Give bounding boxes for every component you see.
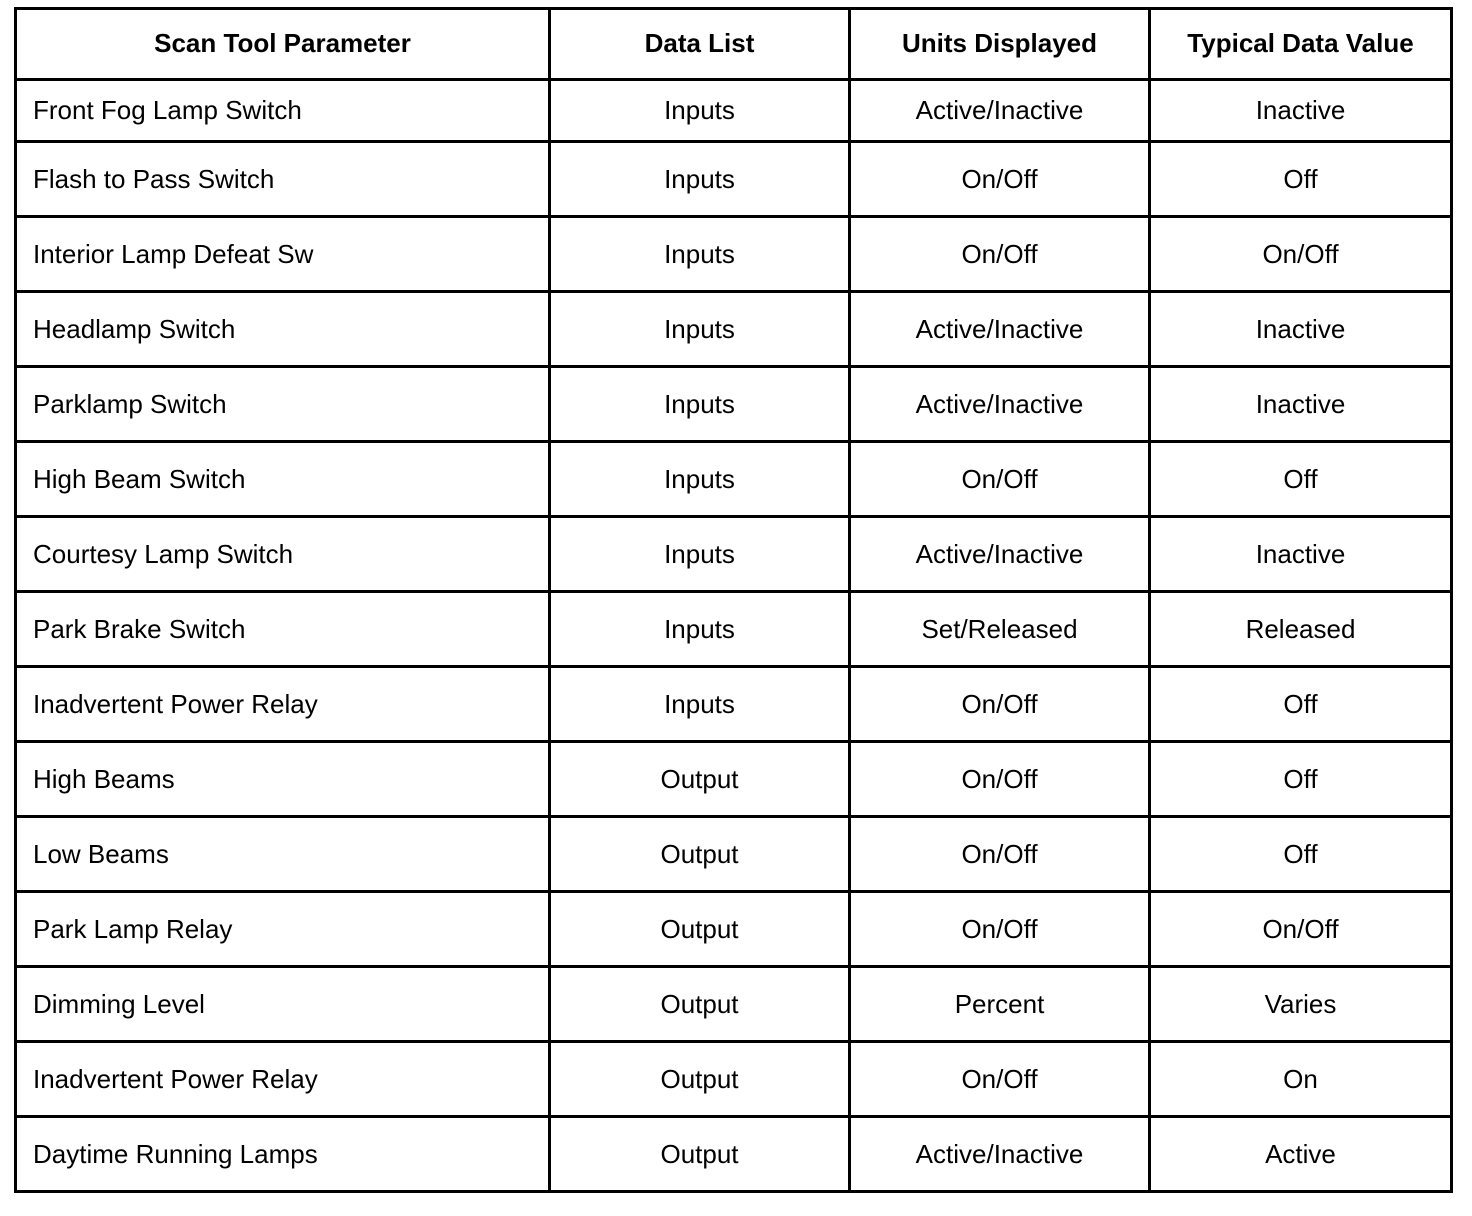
cell-data-list: Inputs (550, 592, 850, 667)
cell-units: On/Off (850, 217, 1150, 292)
cell-data-list: Output (550, 892, 850, 967)
cell-typical-value: Off (1150, 742, 1452, 817)
cell-units: Active/Inactive (850, 1117, 1150, 1192)
cell-units: On/Off (850, 142, 1150, 217)
cell-data-list: Inputs (550, 80, 850, 142)
cell-units: Active/Inactive (850, 367, 1150, 442)
table-row (16, 142, 1452, 217)
cell-data-list: Output (550, 967, 850, 1042)
cell-data-list: Inputs (550, 442, 850, 517)
table-row (16, 817, 1452, 892)
cell-units: On/Off (850, 892, 1150, 967)
table-row (16, 1117, 1452, 1192)
column-header-scan-tool-parameter: Scan Tool Parameter (16, 9, 550, 80)
cell-units: On/Off (850, 667, 1150, 742)
table-row (16, 667, 1452, 742)
scan-tool-data-sheet (14, 7, 1450, 1193)
cell-data-list: Inputs (550, 292, 850, 367)
cell-data-list: Inputs (550, 217, 850, 292)
cell-parameter: Front Fog Lamp Switch (16, 80, 550, 142)
cell-parameter: Park Lamp Relay (16, 892, 550, 967)
cell-typical-value: On (1150, 1042, 1452, 1117)
cell-typical-value: Active (1150, 1117, 1452, 1192)
cell-typical-value: Inactive (1150, 367, 1452, 442)
cell-data-list: Output (550, 817, 850, 892)
cell-typical-value: Off (1150, 817, 1452, 892)
cell-units: On/Off (850, 442, 1150, 517)
scan-tool-data-table (14, 7, 1453, 1193)
table-row (16, 217, 1452, 292)
cell-parameter: Interior Lamp Defeat Sw (16, 217, 550, 292)
cell-parameter: Parklamp Switch (16, 367, 550, 442)
table-row (16, 80, 1452, 142)
cell-units: Set/Released (850, 592, 1150, 667)
cell-typical-value: Off (1150, 442, 1452, 517)
cell-typical-value: Inactive (1150, 292, 1452, 367)
cell-units: Active/Inactive (850, 517, 1150, 592)
cell-parameter: Courtesy Lamp Switch (16, 517, 550, 592)
cell-data-list: Inputs (550, 142, 850, 217)
cell-parameter: Headlamp Switch (16, 292, 550, 367)
cell-units: On/Off (850, 742, 1150, 817)
cell-parameter: High Beams (16, 742, 550, 817)
table-row (16, 292, 1452, 367)
cell-typical-value: Off (1150, 142, 1452, 217)
cell-parameter: Inadvertent Power Relay (16, 1042, 550, 1117)
cell-parameter: Flash to Pass Switch (16, 142, 550, 217)
cell-parameter: Low Beams (16, 817, 550, 892)
cell-parameter: Inadvertent Power Relay (16, 667, 550, 742)
cell-data-list: Inputs (550, 517, 850, 592)
cell-typical-value: Inactive (1150, 80, 1452, 142)
table-row (16, 742, 1452, 817)
cell-units: Active/Inactive (850, 292, 1150, 367)
cell-data-list: Inputs (550, 667, 850, 742)
table-header-row (16, 9, 1452, 80)
cell-units: On/Off (850, 817, 1150, 892)
cell-data-list: Output (550, 1117, 850, 1192)
cell-typical-value: Varies (1150, 967, 1452, 1042)
cell-typical-value: Inactive (1150, 517, 1452, 592)
cell-units: On/Off (850, 1042, 1150, 1117)
cell-units: Active/Inactive (850, 80, 1150, 142)
column-header-units-displayed: Units Displayed (850, 9, 1150, 80)
table-row (16, 517, 1452, 592)
cell-typical-value: Released (1150, 592, 1452, 667)
cell-data-list: Inputs (550, 367, 850, 442)
cell-parameter: Park Brake Switch (16, 592, 550, 667)
cell-parameter: High Beam Switch (16, 442, 550, 517)
table-row (16, 367, 1452, 442)
table-row (16, 1042, 1452, 1117)
cell-typical-value: Off (1150, 667, 1452, 742)
cell-typical-value: On/Off (1150, 892, 1452, 967)
cell-typical-value: On/Off (1150, 217, 1452, 292)
cell-parameter: Dimming Level (16, 967, 550, 1042)
table-row (16, 892, 1452, 967)
table-row (16, 442, 1452, 517)
cell-data-list: Output (550, 742, 850, 817)
cell-parameter: Daytime Running Lamps (16, 1117, 550, 1192)
table-row (16, 592, 1452, 667)
column-header-data-list: Data List (550, 9, 850, 80)
cell-units: Percent (850, 967, 1150, 1042)
table-row (16, 967, 1452, 1042)
cell-data-list: Output (550, 1042, 850, 1117)
column-header-typical-data-value: Typical Data Value (1150, 9, 1452, 80)
